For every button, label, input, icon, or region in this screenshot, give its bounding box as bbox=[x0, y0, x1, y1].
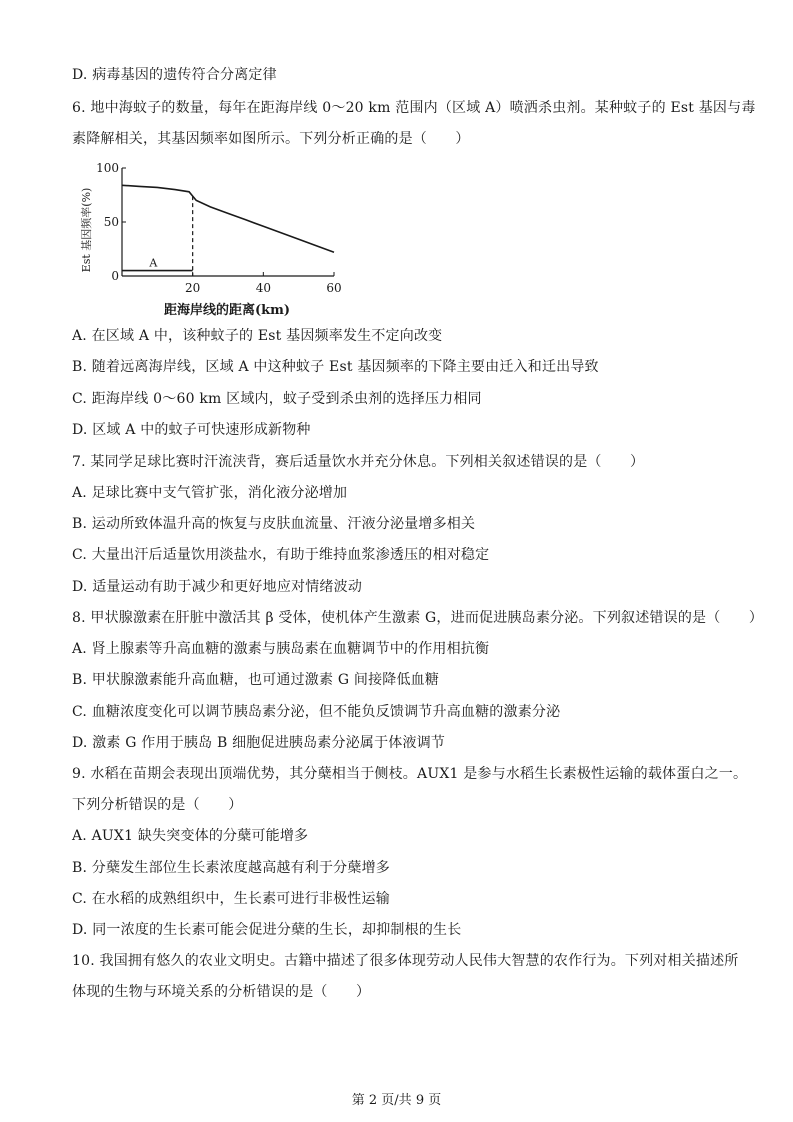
q8-stem: 8. 甲状腺激素在肝脏中激活其 β 受体，使机体产生激素 G，进而促进胰岛素分泌。下列叙述错误的是（ ） bbox=[72, 610, 764, 626]
x-axis-label: 距海岸线的距离(km) bbox=[163, 303, 291, 318]
q6-option-a[interactable]: A. 在区域 A 中，该种蚊子的 Est 基因频率发生不定向改变 bbox=[72, 328, 443, 344]
q6-option-d[interactable]: D. 区域 A 中的蚊子可快速形成新物种 bbox=[72, 422, 311, 438]
q10-stem-line2: 体现的生物与环境关系的分析错误的是（ ） bbox=[72, 984, 371, 1000]
q8-option-b[interactable]: B. 甲状腺激素能升高血糖，也可通过激素 G 间接降低血糖 bbox=[72, 672, 440, 688]
q9-option-d[interactable]: D. 同一浓度的生长素可能会促进分蘖的生长，却抑制根的生长 bbox=[72, 922, 462, 938]
q6-stem-line2: 素降解相关，其基因频率如图所示。下列分析正确的是（ ） bbox=[72, 131, 470, 147]
q8-option-a[interactable]: A. 肾上腺素等升高血糖的激素与胰岛素在血糖调节中的作用相抗衡 bbox=[72, 641, 490, 657]
q7-option-b[interactable]: B. 运动所致体温升高的恢复与皮肤血流量、汗液分泌量增多相关 bbox=[72, 516, 476, 532]
x-tick-label: 60 bbox=[326, 281, 342, 295]
est-gene-frequency-chart bbox=[72, 160, 372, 322]
q7-stem: 7. 某同学足球比赛时汗流浃背，赛后适量饮水并充分休息。下列相关叙述错误的是（ ） bbox=[72, 454, 645, 470]
q7-option-c[interactable]: C. 大量出汗后适量饮用淡盐水，有助于维持血浆渗透压的相对稳定 bbox=[72, 547, 490, 563]
q6-stem-line1: 6. 地中海蚊子的数量，每年在距海岸线 0～20 km 范围内（区域 A）喷洒杀虫剂。某种蚊子的 Est 基因与毒 bbox=[72, 100, 756, 116]
page-footer: 第 2 页/共 9 页 bbox=[351, 1093, 442, 1108]
q9-option-a[interactable]: A. AUX1 缺失突变体的分蘖可能增多 bbox=[72, 828, 309, 844]
q10-stem-line1: 10. 我国拥有悠久的农业文明史。古籍中描述了很多体现劳动人民伟大智慧的农作行为。下列对相关描述所 bbox=[72, 953, 739, 969]
q9-stem-line1: 9. 水稻在苗期会表现出顶端优势，其分蘖相当于侧枝。AUX1 是参与水稻生长素极性运输的载体蛋白之一。 bbox=[72, 766, 748, 782]
q8-option-c[interactable]: C. 血糖浓度变化可以调节胰岛素分泌，但不能负反馈调节升高血糖的激素分泌 bbox=[72, 704, 561, 720]
x-tick-label: 20 bbox=[185, 281, 201, 295]
q7-option-a[interactable]: A. 足球比赛中支气管扩张，消化液分泌增加 bbox=[72, 485, 348, 501]
q9-stem-line2: 下列分析错误的是（ ） bbox=[72, 797, 243, 813]
q7-option-d[interactable]: D. 适量运动有助于减少和更好地应对情绪波动 bbox=[72, 579, 363, 595]
q5-option-d: D. 病毒基因的遗传符合分离定律 bbox=[72, 67, 277, 83]
y-tick-label: 0 bbox=[111, 269, 119, 283]
q8-option-d[interactable]: D. 激素 G 作用于胰岛 B 细胞促进胰岛素分泌属于体液调节 bbox=[72, 735, 446, 751]
q6-option-c[interactable]: C. 距海岸线 0～60 km 区域内，蚊子受到杀虫剂的选择压力相同 bbox=[72, 391, 482, 407]
region-a-label: A bbox=[149, 256, 158, 270]
x-tick-label: 40 bbox=[255, 281, 271, 295]
y-axis-label: Est 基因频率(%) bbox=[80, 187, 93, 273]
q6-option-b[interactable]: B. 随着远离海岸线，区域 A 中这种蚊子 Est 基因频率的下降主要由迁入和迁出导致 bbox=[72, 359, 599, 375]
est-frequency-curve bbox=[122, 185, 334, 252]
y-tick-label: 50 bbox=[103, 215, 119, 229]
q9-option-c[interactable]: C. 在水稻的成熟组织中，生长素可进行非极性运输 bbox=[72, 891, 390, 907]
y-tick-label: 100 bbox=[96, 161, 119, 175]
q9-option-b[interactable]: B. 分蘖发生部位生长素浓度越高越有利于分蘖增多 bbox=[72, 860, 390, 876]
